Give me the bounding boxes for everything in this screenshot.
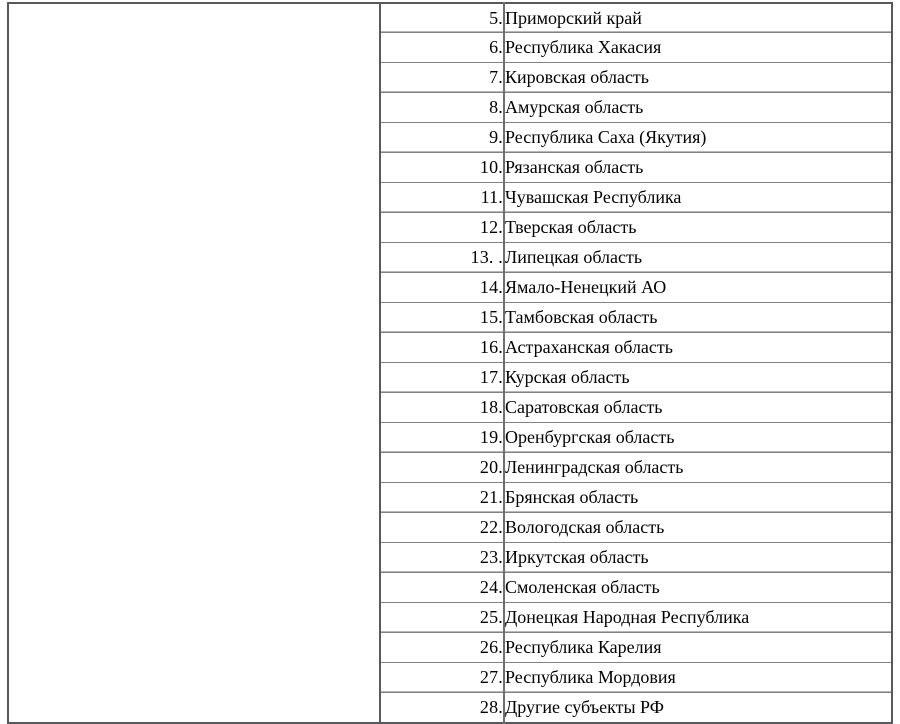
region-name-cell: Тамбовская область bbox=[504, 303, 892, 333]
region-name-cell: Другие субъекты РФ bbox=[504, 693, 892, 724]
row-number-cell: 6. bbox=[380, 33, 504, 63]
row-number-cell: 28. bbox=[380, 693, 504, 724]
region-name-cell: Курская область bbox=[504, 363, 892, 393]
row-number-cell: 27. bbox=[380, 663, 504, 693]
region-name-cell: Брянская область bbox=[504, 483, 892, 513]
region-name-cell: Республика Хакасия bbox=[504, 33, 892, 63]
region-name-cell: Республика Карелия bbox=[504, 633, 892, 663]
row-number-cell: 5. bbox=[380, 3, 504, 33]
row-number-cell: 21. bbox=[380, 483, 504, 513]
region-name-cell: Вологодская область bbox=[504, 513, 892, 543]
region-name-cell: Иркутская область bbox=[504, 543, 892, 573]
row-number-cell: 8. bbox=[380, 93, 504, 123]
table-row bbox=[8, 3, 892, 33]
row-number-cell: 24. bbox=[380, 573, 504, 603]
region-name-cell: Рязанская область bbox=[504, 153, 892, 183]
region-name-cell: Ямало-Ненецкий АО bbox=[504, 273, 892, 303]
region-name-cell: Республика Саха (Якутия) bbox=[504, 123, 892, 153]
row-number-cell: 26. bbox=[380, 633, 504, 663]
row-number-cell: 17. bbox=[380, 363, 504, 393]
row-number-cell: 12. bbox=[380, 213, 504, 243]
region-name-cell: Амурская область bbox=[504, 93, 892, 123]
region-name-cell: Тверская область bbox=[504, 213, 892, 243]
row-number-cell: 16. bbox=[380, 333, 504, 363]
row-number-cell: 18. bbox=[380, 393, 504, 423]
row-number-cell: 15. bbox=[380, 303, 504, 333]
row-number-cell: 11. bbox=[380, 183, 504, 213]
region-name-cell: Липецкая область bbox=[504, 243, 892, 273]
regions-table bbox=[7, 2, 893, 724]
row-number-cell: 13. . bbox=[380, 243, 504, 273]
region-name-cell: Кировская область bbox=[504, 63, 892, 93]
table-body bbox=[8, 3, 892, 723]
row-number-cell: 23. bbox=[380, 543, 504, 573]
row-number-cell: 14. bbox=[380, 273, 504, 303]
region-name-cell: Приморский край bbox=[504, 3, 892, 33]
row-number-cell: 22. bbox=[380, 513, 504, 543]
region-name-cell: Республика Мордовия bbox=[504, 663, 892, 693]
row-number-cell: 9. bbox=[380, 123, 504, 153]
row-number-cell: 7. bbox=[380, 63, 504, 93]
region-name-cell: Смоленская область bbox=[504, 573, 892, 603]
row-number-cell: 19. bbox=[380, 423, 504, 453]
region-name-cell: Ленинградская область bbox=[504, 453, 892, 483]
blank-merged-cell bbox=[8, 3, 380, 723]
region-name-cell: Чувашская Республика bbox=[504, 183, 892, 213]
region-name-cell: Оренбургская область bbox=[504, 423, 892, 453]
region-name-cell: Астраханская область bbox=[504, 333, 892, 363]
region-name-cell: Донецкая Народная Республика bbox=[504, 603, 892, 633]
region-name-cell: Саратовская область bbox=[504, 393, 892, 423]
row-number-cell: 25. bbox=[380, 603, 504, 633]
row-number-cell: 20. bbox=[380, 453, 504, 483]
row-number-cell: 10. bbox=[380, 153, 504, 183]
